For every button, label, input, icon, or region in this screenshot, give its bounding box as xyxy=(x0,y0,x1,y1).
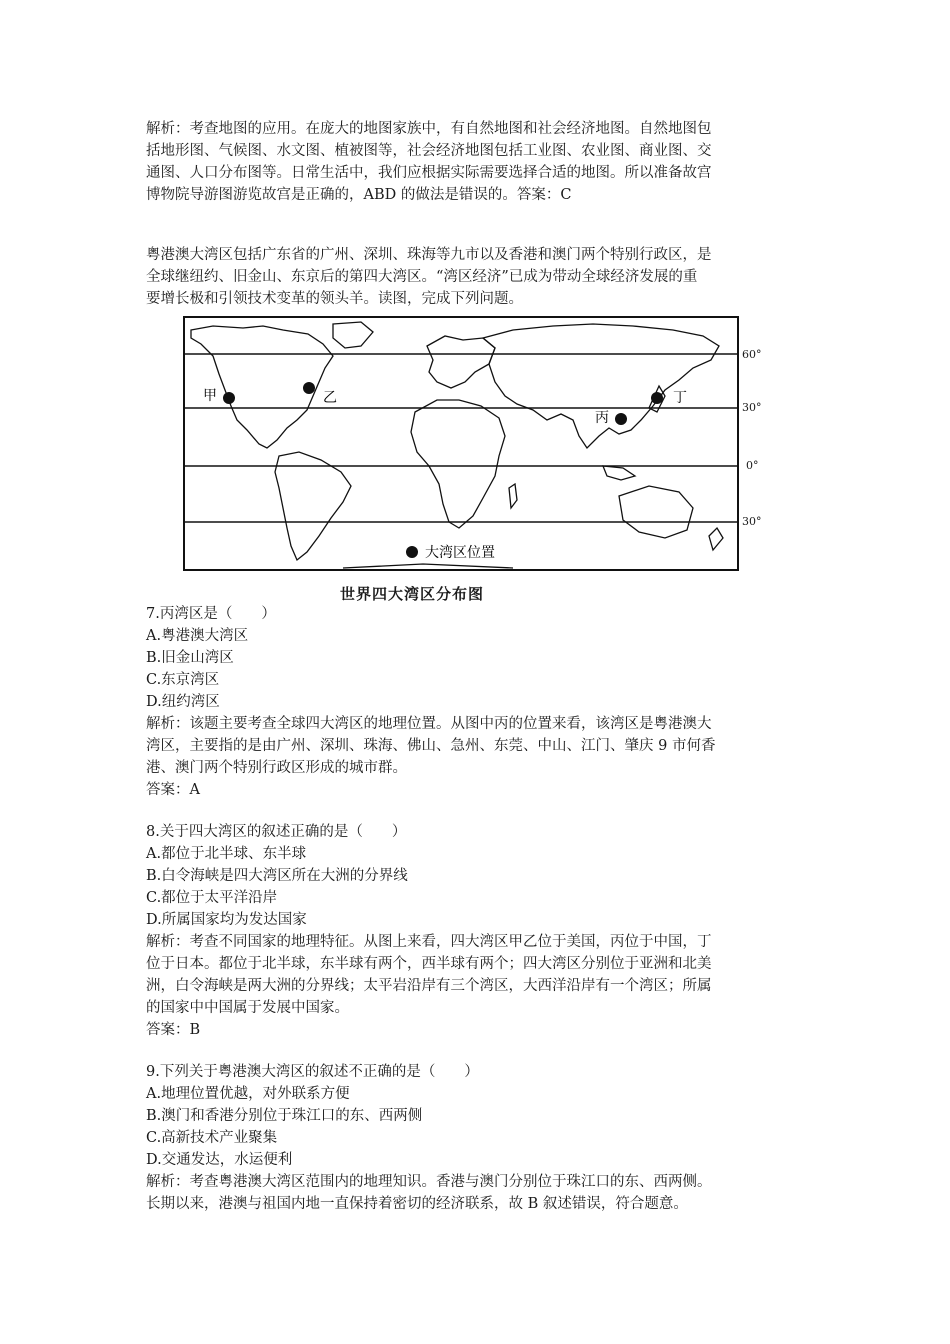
question-stem: 8.关于四大湾区的叙述正确的是（ ） xyxy=(146,824,407,840)
text-line: 全球继纽约、旧金山、东京后的第四大湾区。“湾区经济”已成为带动全球经济发展的重 xyxy=(146,269,698,285)
analysis-line: 解析：考查粤港澳大湾区范围内的地理知识。香港与澳门分别位于珠江口的东、西两侧。 xyxy=(146,1174,712,1190)
option-c: C.高新技术产业聚集 xyxy=(146,1130,278,1146)
map-frame xyxy=(184,317,738,570)
lat-label-60n: 60° xyxy=(742,348,762,361)
option-d: D.所属国家均为发达国家 xyxy=(146,912,307,928)
question-9 xyxy=(146,1061,806,1215)
marker-label-yi: 乙 xyxy=(323,390,337,406)
option-b: B.白令海峡是四大湾区所在大洲的分界线 xyxy=(146,868,408,884)
question-stem: 9.下列关于粤港澳大湾区的叙述不正确的是（ ） xyxy=(146,1064,479,1080)
text-line: 博物院导游图游览故宫是正确的，ABD 的做法是错误的。答案：C xyxy=(146,187,572,203)
marker-jia xyxy=(223,392,235,404)
lat-label-30n: 30° xyxy=(742,401,762,414)
text-line: 粤港澳大湾区包括广东省的广州、深圳、珠海等九市以及香港和澳门两个特别行政区，是 xyxy=(146,247,712,263)
world-map-figure xyxy=(183,316,739,571)
analysis-line: 洲，白令海峡是两大洲的分界线；太平岩沿岸有三个湾区，大西洋沿岸有一个湾区；所属 xyxy=(146,978,712,994)
text-line: 括地形图、气候图、水文图、植被图等，社会经济地图包括工业图、农业图、商业图、交 xyxy=(146,143,712,159)
marker-yi xyxy=(303,382,315,394)
analysis-line: 解析：该题主要考查全球四大湾区的地理位置。从图中丙的位置来看，该湾区是粤港澳大 xyxy=(146,716,712,732)
analysis-line: 港、澳门两个特别行政区形成的城市群。 xyxy=(146,760,407,776)
option-c: C.都位于太平洋沿岸 xyxy=(146,890,278,906)
marker-label-jia: 甲 xyxy=(203,388,217,404)
question-8 xyxy=(146,821,806,1041)
text-line: 解析：考查地图的应用。在庞大的地图家族中，有自然地图和社会经济地图。自然地图包 xyxy=(146,121,712,137)
intro-analysis xyxy=(146,118,806,206)
answer: 答案：A xyxy=(146,782,200,798)
answer: 答案：B xyxy=(146,1022,201,1038)
option-a: A.都位于北半球、东半球 xyxy=(146,846,307,862)
text-line: 通图、人口分布图等。日常生活中，我们应根据实际需要选择合适的地图。所以准备故宫 xyxy=(146,165,712,181)
marker-bing xyxy=(615,413,627,425)
legend-label: 大湾区位置 xyxy=(425,545,495,561)
marker-label-ding: 丁 xyxy=(673,390,687,406)
option-b: B.旧金山湾区 xyxy=(146,650,234,666)
lat-label-30s: 30° xyxy=(742,515,762,528)
option-c: C.东京湾区 xyxy=(146,672,220,688)
marker-ding xyxy=(651,392,663,404)
analysis-line: 湾区，主要指的是由广州、深圳、珠海、佛山、急州、东莞、中山、江门、肇庆 9 市何香 xyxy=(146,738,716,754)
lat-label-0: 0° xyxy=(746,459,759,472)
question-stem: 7.丙湾区是（ ） xyxy=(146,606,276,622)
option-b: B.澳门和香港分别位于珠江口的东、西两侧 xyxy=(146,1108,423,1124)
option-a: A.地理位置优越，对外联系方便 xyxy=(146,1086,350,1102)
world-map xyxy=(183,316,739,571)
option-d: D.交通发达，水运便利 xyxy=(146,1152,293,1168)
analysis-line: 解析：考查不同国家的地理特征。从图上来看，四大湾区甲乙位于美国，丙位于中国，丁 xyxy=(146,934,712,950)
option-a: A.粤港澳大湾区 xyxy=(146,628,249,644)
analysis-line: 位于日本。都位于北半球，东半球有两个，西半球有两个；四大湾区分别位于亚洲和北美 xyxy=(146,956,712,972)
marker-label-bing: 丙 xyxy=(595,410,609,426)
passage xyxy=(146,244,806,310)
legend-marker xyxy=(406,546,418,558)
question-7 xyxy=(146,603,806,801)
analysis-line: 的国家中中国属于发展中国家。 xyxy=(146,1000,349,1016)
analysis-line: 长期以来，港澳与祖国内地一直保持着密切的经济联系，故 B 叙述错误，符合题意。 xyxy=(146,1196,688,1212)
map-caption: 世界四大湾区分布图 xyxy=(340,585,485,603)
option-d: D.纽约湾区 xyxy=(146,694,220,710)
text-line: 要增长极和引领技术变革的领头羊。读图，完成下列问题。 xyxy=(146,291,523,307)
